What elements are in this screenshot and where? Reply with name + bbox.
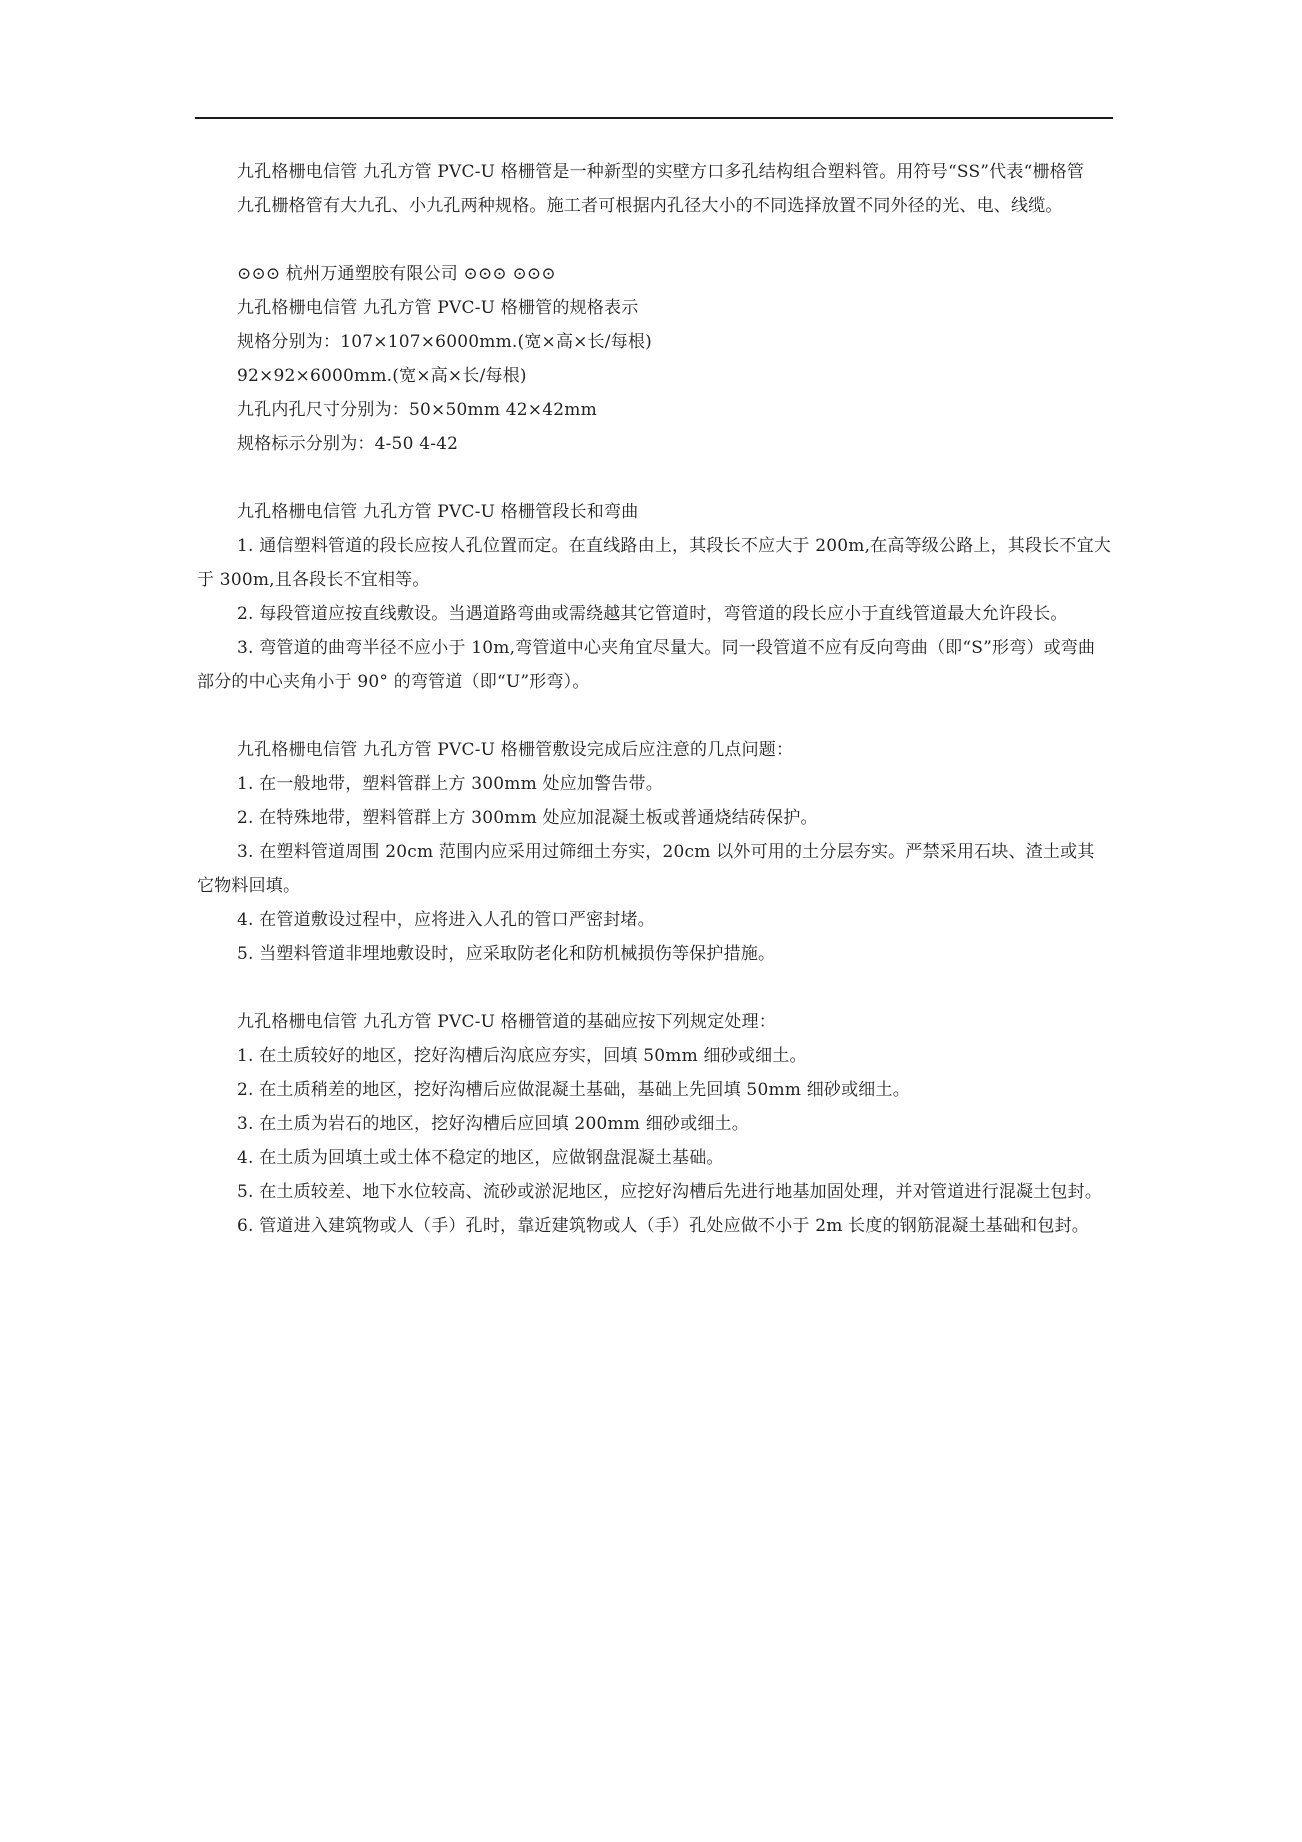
company-line: ⊙⊙⊙ 杭州万通塑胶有限公司 ⊙⊙⊙ ⊙⊙⊙ — [237, 264, 556, 284]
spacer — [197, 699, 1111, 733]
intro-paragraph-1: 九孔格栅电信管 九孔方管 PVC-U 格栅管是一种新型的实壁方口多孔结构组合塑料管。用符号“SS”代表“栅格管 — [237, 162, 1085, 182]
length-item-3: 3. 弯管道的曲弯半径不应小于 10m,弯管道中心夹角宜尽量大。同一段管道不应有反向弯曲（即“S”形弯）或弯曲部分的中心夹角小于 90° 的弯管道（即“U”形弯）。 — [197, 638, 1096, 692]
header-rule — [195, 117, 1113, 119]
spec-title: 九孔格栅电信管 九孔方管 PVC-U 格栅管的规格表示 — [237, 298, 639, 318]
foundation-item-4: 4. 在土质为回填土或土体不稳定的地区，应做钢盘混凝土基础。 — [237, 1148, 724, 1168]
spec-line-1: 规格分别为：107×107×6000mm.(宽×高×长/每根) — [237, 332, 652, 352]
notes-section-title: 九孔格栅电信管 九孔方管 PVC-U 格栅管敷设完成后应注意的几点问题： — [237, 740, 794, 760]
notes-item-4: 4. 在管道敷设过程中，应将进入人孔的管口严密封堵。 — [237, 910, 655, 930]
foundation-item-1: 1. 在土质较好的地区，挖好沟槽后沟底应夯实，回填 50mm 细砂或细土。 — [237, 1046, 807, 1066]
foundation-item-3: 3. 在土质为岩石的地区，挖好沟槽后应回填 200mm 细砂或细土。 — [237, 1114, 749, 1134]
notes-item-5: 5. 当塑料管道非埋地敷设时，应采取防老化和防机械损伤等保护措施。 — [237, 944, 776, 964]
foundation-item-6: 6. 管道进入建筑物或人（手）孔时，靠近建筑物或人（手）孔处应做不小于 2m 长度的钢筋混凝土基础和包封。 — [237, 1216, 1089, 1236]
spacer — [197, 971, 1111, 1005]
spec-line-2: 92×92×6000mm.(宽×高×长/每根) — [237, 366, 527, 386]
notes-item-2: 2. 在特殊地带，塑料管群上方 300mm 处应加混凝土板或普通烧结砖保护。 — [237, 808, 818, 828]
notes-item-1: 1. 在一般地带，塑料管群上方 300mm 处应加警告带。 — [237, 774, 663, 794]
spec-line-3: 九孔内孔尺寸分别为：50×50mm 42×42mm — [237, 400, 597, 420]
intro-paragraph-2: 九孔栅格管有大九孔、小九孔两种规格。施工者可根据内孔径大小的不同选择放置不同外径的光、电、线缆。 — [237, 196, 1063, 216]
length-section-title: 九孔格栅电信管 九孔方管 PVC-U 格栅管段长和弯曲 — [237, 502, 639, 522]
document-body — [197, 155, 1111, 1243]
length-item-2: 2. 每段管道应按直线敷设。当遇道路弯曲或需绕越其它管道时，弯管道的段长应小于直线管道最大允许段长。 — [237, 604, 1068, 624]
spacer — [197, 461, 1111, 495]
length-item-1: 1. 通信塑料管道的段长应按人孔位置而定。在直线路由上，其段长不应大于 200m,在高等级公路上，其段长不宜大于 300m,且各段长不宜相等。 — [197, 536, 1111, 590]
notes-item-3: 3. 在塑料管道周围 20cm 范围内应采用过筛细土夯实，20cm 以外可用的土分层夯实。严禁采用石块、渣土或其它物料回填。 — [197, 842, 1095, 896]
foundation-item-2: 2. 在土质稍差的地区，挖好沟槽后应做混凝土基础，基础上先回填 50mm 细砂或细土。 — [237, 1080, 910, 1100]
spacer — [197, 223, 1111, 257]
spec-line-4: 规格标示分别为：4-50 4-42 — [237, 434, 459, 454]
foundation-section-title: 九孔格栅电信管 九孔方管 PVC-U 格栅管道的基础应按下列规定处理： — [237, 1012, 777, 1032]
foundation-item-5: 5. 在土质较差、地下水位较高、流砂或淤泥地区，应挖好沟槽后先进行地基加固处理，并对管道进行混凝土包封。 — [237, 1182, 1103, 1202]
